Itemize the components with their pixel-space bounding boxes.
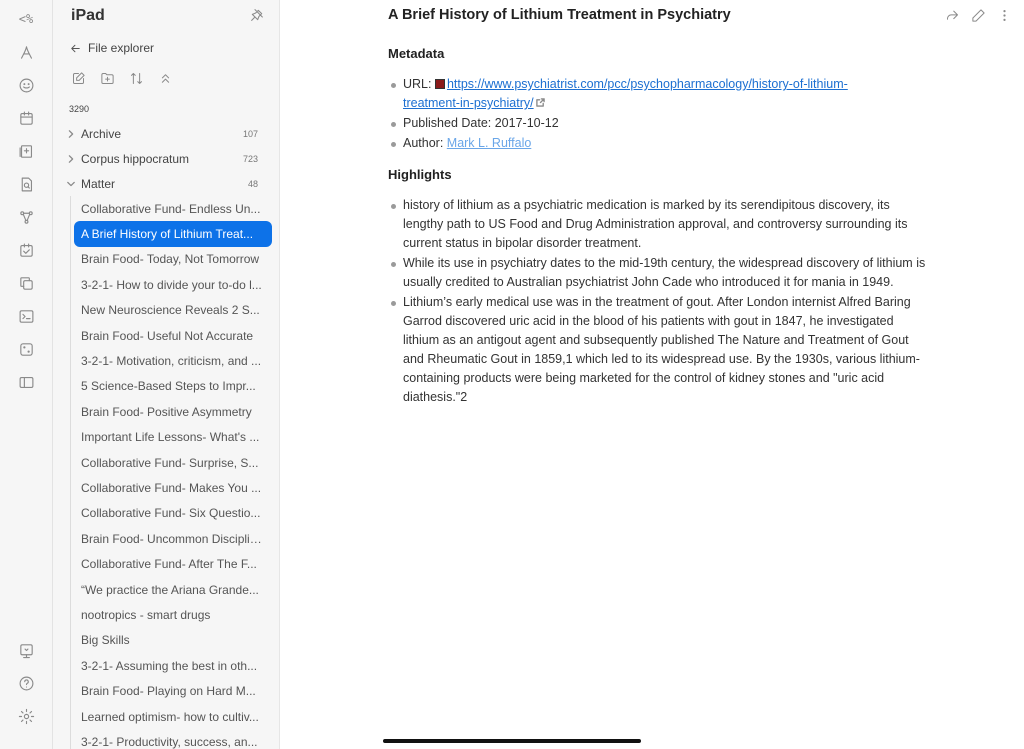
chevron-down-icon — [66, 179, 76, 189]
matter-file-list — [70, 196, 280, 749]
file-name: Collaborative Fund- Endless Un... — [81, 201, 261, 216]
emoji-icon[interactable] — [14, 73, 38, 97]
file-name: 3-2-1- Assuming the best in oth... — [81, 658, 258, 673]
file-item[interactable] — [71, 602, 280, 627]
file-explorer-sidebar — [53, 0, 280, 749]
file-item[interactable] — [71, 501, 280, 526]
search-file-icon[interactable] — [14, 172, 38, 196]
file-name: Brain Food- Today, Not Tomorrow — [81, 252, 260, 267]
file-item[interactable] — [71, 374, 280, 399]
file-name: 3-2-1- Motivation, criticism, and ... — [81, 354, 262, 369]
folder-name: Matter — [81, 176, 116, 191]
file-name: 3-2-1- How to divide your to-do l... — [81, 277, 262, 292]
file-name: Brain Food- Playing on Hard M... — [81, 684, 256, 699]
file-item[interactable] — [71, 678, 280, 703]
highlight-item: While its use in psychiatry dates to the mid-19th century, the widespread discovery of lithium is usually credited to Australian psychiatrist John Cade who introduced it for mania in 1949. — [388, 254, 928, 292]
file-item[interactable] — [71, 425, 280, 450]
file-item[interactable] — [71, 653, 280, 678]
published-date-item: Published Date: 2017-10-12 — [388, 114, 928, 133]
file-item[interactable] — [71, 323, 280, 348]
folder-matter[interactable] — [53, 171, 280, 196]
bookmark-add-icon[interactable] — [14, 139, 38, 163]
file-name: Brain Food- Positive Asymmetry — [81, 404, 252, 419]
nav-actions — [69, 69, 174, 87]
file-name: Collaborative Fund- After The F... — [81, 557, 257, 572]
file-item[interactable] — [71, 551, 280, 576]
highlights-heading: Highlights — [388, 167, 452, 182]
file-item[interactable] — [71, 628, 280, 653]
file-name: Collaborative Fund- Six Questio... — [81, 506, 261, 521]
file-name: 5 Science-Based Steps to Impr... — [81, 379, 256, 394]
new-note-icon[interactable] — [69, 69, 87, 87]
file-item[interactable] — [71, 247, 280, 272]
file-tree — [53, 121, 280, 749]
file-name: nootropics - smart drugs — [81, 607, 211, 622]
file-item[interactable] — [71, 526, 280, 551]
collapse-all-icon[interactable] — [156, 69, 174, 87]
vault-title: iPad — [71, 7, 105, 24]
pin-icon[interactable] — [249, 7, 267, 25]
file-item[interactable] — [71, 704, 280, 729]
folder-archive[interactable] — [53, 121, 280, 146]
help-icon[interactable] — [14, 671, 38, 695]
new-folder-icon[interactable] — [98, 69, 116, 87]
file-name: “We practice the Ariana Grande... — [81, 582, 259, 597]
copy-icon[interactable] — [14, 271, 38, 295]
pdf-icon[interactable] — [14, 40, 38, 64]
file-name: Learned optimism- how to cultiv... — [81, 709, 259, 724]
author-item — [388, 134, 928, 153]
file-item[interactable] — [71, 450, 280, 475]
share-icon[interactable] — [944, 7, 960, 23]
file-item[interactable] — [74, 221, 272, 246]
note-actions — [944, 7, 1012, 23]
folder-name: Archive — [81, 126, 122, 141]
author-label: Author: — [403, 136, 447, 150]
file-name: Big Skills — [81, 633, 130, 648]
url-text-line1: https://www.psychiatrist.com/pcc/psychopharmacology/history-of-lithium- — [446, 77, 848, 91]
graph-icon[interactable] — [14, 205, 38, 229]
vault-file-count: 3290 — [69, 104, 90, 114]
url-label: URL: — [403, 77, 435, 91]
file-name: Brain Food- Uncommon Discipline — [81, 531, 263, 546]
file-item[interactable] — [71, 577, 280, 602]
file-item[interactable] — [71, 475, 280, 500]
sidebar-toggle-icon[interactable] — [14, 370, 38, 394]
file-name: New Neuroscience Reveals 2 S... — [81, 303, 260, 318]
url-item — [388, 75, 928, 113]
author-link[interactable]: Mark L. Ruffalo — [446, 136, 532, 150]
dice-icon[interactable] — [14, 337, 38, 361]
file-name: Brain Food- Useful Not Accurate — [81, 328, 254, 343]
file-name: A Brief History of Lithium Treat... — [81, 227, 254, 242]
back-label: File explorer — [88, 41, 155, 55]
chevron-right-icon — [66, 129, 76, 139]
file-name: Collaborative Fund- Makes You ... — [81, 480, 262, 495]
task-icon[interactable] — [14, 238, 38, 262]
arrow-left-icon — [69, 42, 82, 55]
metadata-heading: Metadata — [388, 46, 445, 61]
calendar-icon[interactable] — [14, 106, 38, 130]
home-indicator[interactable] — [383, 739, 641, 743]
file-item[interactable] — [71, 729, 280, 749]
note-view — [281, 0, 1024, 749]
folder-count: 48 — [247, 178, 258, 189]
url-text-line2: treatment-in-psychiatry/ — [403, 96, 534, 110]
folder-count: 723 — [242, 153, 258, 164]
highlights-list — [388, 196, 928, 407]
folder-count: 107 — [242, 128, 258, 139]
note-title: A Brief History of Lithium Treatment in Psychiatry — [388, 7, 731, 23]
file-name: 3-2-1- Productivity, success, an... — [81, 734, 258, 749]
chevron-right-icon — [66, 154, 76, 164]
file-item[interactable] — [71, 298, 280, 323]
highlight-item: Lithium’s early medical use was in the treatment of gout. After London internist Alfred Baring Garrod discovered uric acid in the blood of his patients with gout in 1847, he investigated lithium as an antigout agent and subsequently published The Nature and Treatment of Gout and Rheumatic Gout in 1859,1 which led to its widespread use. By the 1930s, various lithium-containing products were being marketed for the control of kidney stones and "uric acid diathesis."2 — [388, 293, 928, 407]
file-item[interactable] — [71, 348, 280, 373]
note-content — [388, 44, 928, 408]
edit-pencil-icon[interactable] — [970, 7, 986, 23]
settings-icon[interactable] — [14, 704, 38, 728]
file-item[interactable] — [71, 196, 280, 221]
code-icon[interactable]: <% — [18, 12, 34, 26]
favicon-icon — [435, 79, 445, 89]
folder-corpus-hippocratum[interactable] — [53, 146, 280, 171]
folder-name: Corpus hippocratum — [81, 151, 190, 166]
terminal-icon[interactable] — [14, 304, 38, 328]
ribbon — [0, 0, 53, 749]
external-link-icon — [536, 94, 545, 103]
file-item[interactable] — [71, 399, 280, 424]
file-name: Important Life Lessons- What's ... — [81, 430, 260, 445]
more-options-icon[interactable] — [996, 7, 1012, 23]
metadata-list — [388, 75, 928, 153]
sort-icon[interactable] — [127, 69, 145, 87]
file-name: Collaborative Fund- Surprise, S... — [81, 455, 259, 470]
back-to-file-explorer[interactable] — [69, 40, 154, 56]
highlight-item: history of lithium as a psychiatric medication is marked by its serendipitous discovery, its lengthy path to US Food and Drug Administration approval, and controversy surrounding its current status in bipolar disorder treatment. — [388, 196, 928, 253]
file-item[interactable] — [71, 272, 280, 297]
vault-switch-icon[interactable] — [14, 638, 38, 662]
source-url-link[interactable] — [403, 77, 848, 110]
